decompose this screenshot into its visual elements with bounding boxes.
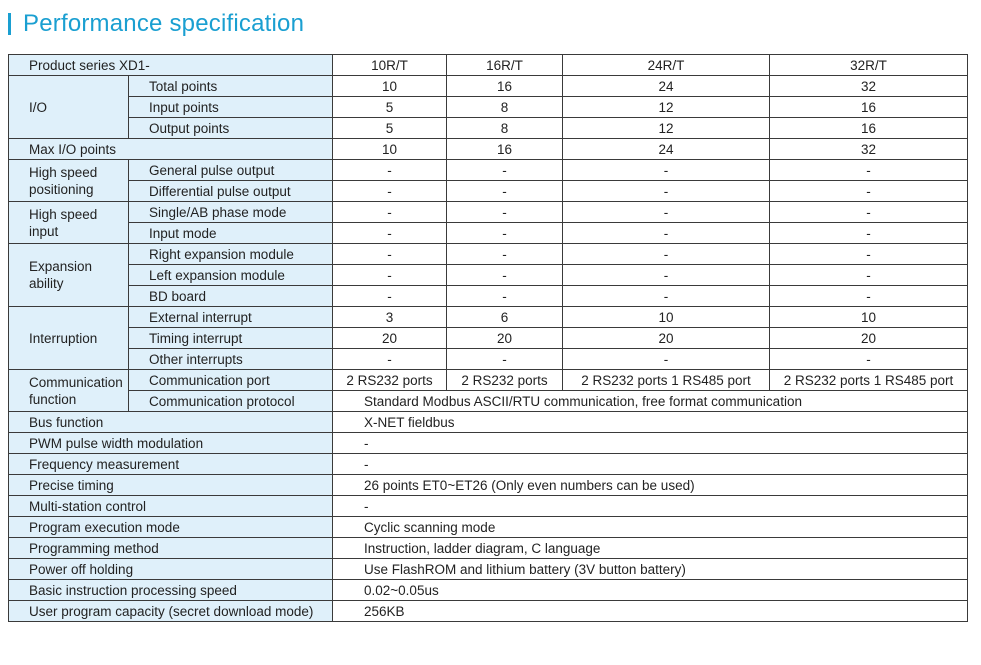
title-accent-bar bbox=[8, 13, 11, 35]
cell-value: 5 bbox=[333, 118, 447, 139]
page-header bbox=[8, 6, 304, 42]
cell-value: 20 bbox=[333, 328, 447, 349]
cell-value: - bbox=[333, 181, 447, 202]
row-label: Programming method bbox=[9, 538, 333, 559]
cell-value: 2 RS232 ports bbox=[447, 370, 563, 391]
cell-value: 8 bbox=[447, 118, 563, 139]
performance-spec-table bbox=[8, 54, 968, 622]
cell-value: Cyclic scanning mode bbox=[333, 517, 968, 538]
table-row bbox=[9, 223, 968, 244]
table-row bbox=[9, 454, 968, 475]
row-label: Multi-station control bbox=[9, 496, 333, 517]
cell-value: - bbox=[563, 160, 770, 181]
table-row bbox=[9, 496, 968, 517]
row-label: Max I/O points bbox=[9, 139, 333, 160]
table-row bbox=[9, 538, 968, 559]
cell-value: 32 bbox=[770, 139, 968, 160]
cell-value: 3 bbox=[333, 307, 447, 328]
cell-value: 24 bbox=[563, 139, 770, 160]
cell-value: - bbox=[770, 265, 968, 286]
row-label: Timing interrupt bbox=[129, 328, 333, 349]
table-row bbox=[9, 475, 968, 496]
row-label: Other interrupts bbox=[129, 349, 333, 370]
row-label: Bus function bbox=[9, 412, 333, 433]
cell-value: 256KB bbox=[333, 601, 968, 622]
row-label: Input mode bbox=[129, 223, 333, 244]
cell-value: Standard Modbus ASCII/RTU communication, free format communication bbox=[333, 391, 968, 412]
cell-value: - bbox=[563, 349, 770, 370]
cell-value: 10 bbox=[770, 307, 968, 328]
cell-value: 16 bbox=[770, 118, 968, 139]
cell-value: - bbox=[333, 349, 447, 370]
cell-value: - bbox=[447, 286, 563, 307]
row-label: Basic instruction processing speed bbox=[9, 580, 333, 601]
cell-value: 8 bbox=[447, 97, 563, 118]
cell-value: - bbox=[770, 181, 968, 202]
cell-value: 0.02~0.05us bbox=[333, 580, 968, 601]
cell-value: Instruction, ladder diagram, C language bbox=[333, 538, 968, 559]
cell-value: - bbox=[333, 244, 447, 265]
row-label: General pulse output bbox=[129, 160, 333, 181]
row-label: Total points bbox=[129, 76, 333, 97]
cell-value: - bbox=[770, 160, 968, 181]
cell-value: - bbox=[447, 181, 563, 202]
cell-value: - bbox=[770, 244, 968, 265]
table-row bbox=[9, 118, 968, 139]
cell-value: 10 bbox=[333, 139, 447, 160]
cell-value: 20 bbox=[447, 328, 563, 349]
row-label: Right expansion module bbox=[129, 244, 333, 265]
cell-value: - bbox=[447, 223, 563, 244]
cell-value: - bbox=[333, 265, 447, 286]
cell-value: - bbox=[563, 265, 770, 286]
group-label-high-speed-positioning: High speed positioning bbox=[9, 160, 129, 202]
cell-value: - bbox=[447, 244, 563, 265]
row-label: Communication protocol bbox=[129, 391, 333, 412]
cell-value: - bbox=[563, 244, 770, 265]
cell-value: 2 RS232 ports 1 RS485 port bbox=[563, 370, 770, 391]
cell-value: 24 bbox=[563, 76, 770, 97]
table-row bbox=[9, 307, 968, 328]
cell-value: 2 RS232 ports 1 RS485 port bbox=[770, 370, 968, 391]
table-header-row bbox=[9, 55, 968, 76]
table-row bbox=[9, 160, 968, 181]
row-label: Differential pulse output bbox=[129, 181, 333, 202]
row-label: BD board bbox=[129, 286, 333, 307]
table-row bbox=[9, 349, 968, 370]
cell-value: - bbox=[447, 349, 563, 370]
cell-value: - bbox=[563, 223, 770, 244]
cell-value: X-NET fieldbus bbox=[333, 412, 968, 433]
cell-value: - bbox=[770, 349, 968, 370]
table-row bbox=[9, 97, 968, 118]
cell-value: - bbox=[563, 181, 770, 202]
row-label: Program execution mode bbox=[9, 517, 333, 538]
row-label: External interrupt bbox=[129, 307, 333, 328]
row-label: Output points bbox=[129, 118, 333, 139]
cell-value: - bbox=[770, 202, 968, 223]
group-label-high-speed-input: High speed input bbox=[9, 202, 129, 244]
cell-value: - bbox=[563, 202, 770, 223]
model-header: 16R/T bbox=[447, 55, 563, 76]
table-row bbox=[9, 202, 968, 223]
cell-value: - bbox=[333, 286, 447, 307]
cell-value: 12 bbox=[563, 118, 770, 139]
cell-value: 20 bbox=[770, 328, 968, 349]
cell-value: - bbox=[770, 286, 968, 307]
cell-value: Use FlashROM and lithium battery (3V button battery) bbox=[333, 559, 968, 580]
table-row bbox=[9, 244, 968, 265]
cell-value: 16 bbox=[447, 76, 563, 97]
cell-value: 20 bbox=[563, 328, 770, 349]
row-label: User program capacity (secret download mode) bbox=[9, 601, 333, 622]
table-row bbox=[9, 181, 968, 202]
table-row bbox=[9, 433, 968, 454]
group-label-expansion-ability: Expansion ability bbox=[9, 244, 129, 307]
cell-value: 12 bbox=[563, 97, 770, 118]
group-label-communication-function: Communication function bbox=[9, 370, 129, 412]
table-row bbox=[9, 601, 968, 622]
row-label: Input points bbox=[129, 97, 333, 118]
cell-value: - bbox=[770, 223, 968, 244]
row-label: Precise timing bbox=[9, 475, 333, 496]
cell-value: - bbox=[333, 160, 447, 181]
table-row bbox=[9, 517, 968, 538]
cell-value: - bbox=[333, 202, 447, 223]
cell-value: 32 bbox=[770, 76, 968, 97]
table-row bbox=[9, 286, 968, 307]
table-row bbox=[9, 139, 968, 160]
cell-value: 2 RS232 ports bbox=[333, 370, 447, 391]
cell-value: - bbox=[447, 160, 563, 181]
table-row bbox=[9, 328, 968, 349]
cell-value: - bbox=[563, 286, 770, 307]
cell-value: - bbox=[333, 496, 968, 517]
group-label-io: I/O bbox=[9, 76, 129, 139]
page-title: Performance specification bbox=[23, 10, 305, 37]
row-label: Power off holding bbox=[9, 559, 333, 580]
cell-value: 6 bbox=[447, 307, 563, 328]
cell-value: - bbox=[447, 265, 563, 286]
table-row bbox=[9, 580, 968, 601]
table-row bbox=[9, 370, 968, 391]
cell-value: 5 bbox=[333, 97, 447, 118]
row-label: Frequency measurement bbox=[9, 454, 333, 475]
row-label: Communication port bbox=[129, 370, 333, 391]
model-header: 32R/T bbox=[770, 55, 968, 76]
cell-value: 16 bbox=[770, 97, 968, 118]
group-label-interruption: Interruption bbox=[9, 307, 129, 370]
cell-value: 10 bbox=[563, 307, 770, 328]
row-label: Single/AB phase mode bbox=[129, 202, 333, 223]
product-series-label: Product series XD1- bbox=[9, 55, 333, 76]
model-header: 24R/T bbox=[563, 55, 770, 76]
table-row bbox=[9, 559, 968, 580]
cell-value: 10 bbox=[333, 76, 447, 97]
cell-value: - bbox=[447, 202, 563, 223]
cell-value: - bbox=[333, 223, 447, 244]
cell-value: - bbox=[333, 454, 968, 475]
row-label: PWM pulse width modulation bbox=[9, 433, 333, 454]
cell-value: 26 points ET0~ET26 (Only even numbers can be used) bbox=[333, 475, 968, 496]
cell-value: - bbox=[333, 433, 968, 454]
table-row bbox=[9, 412, 968, 433]
cell-value: 16 bbox=[447, 139, 563, 160]
table-row bbox=[9, 391, 968, 412]
model-header: 10R/T bbox=[333, 55, 447, 76]
row-label: Left expansion module bbox=[129, 265, 333, 286]
table-row bbox=[9, 265, 968, 286]
table-row bbox=[9, 76, 968, 97]
